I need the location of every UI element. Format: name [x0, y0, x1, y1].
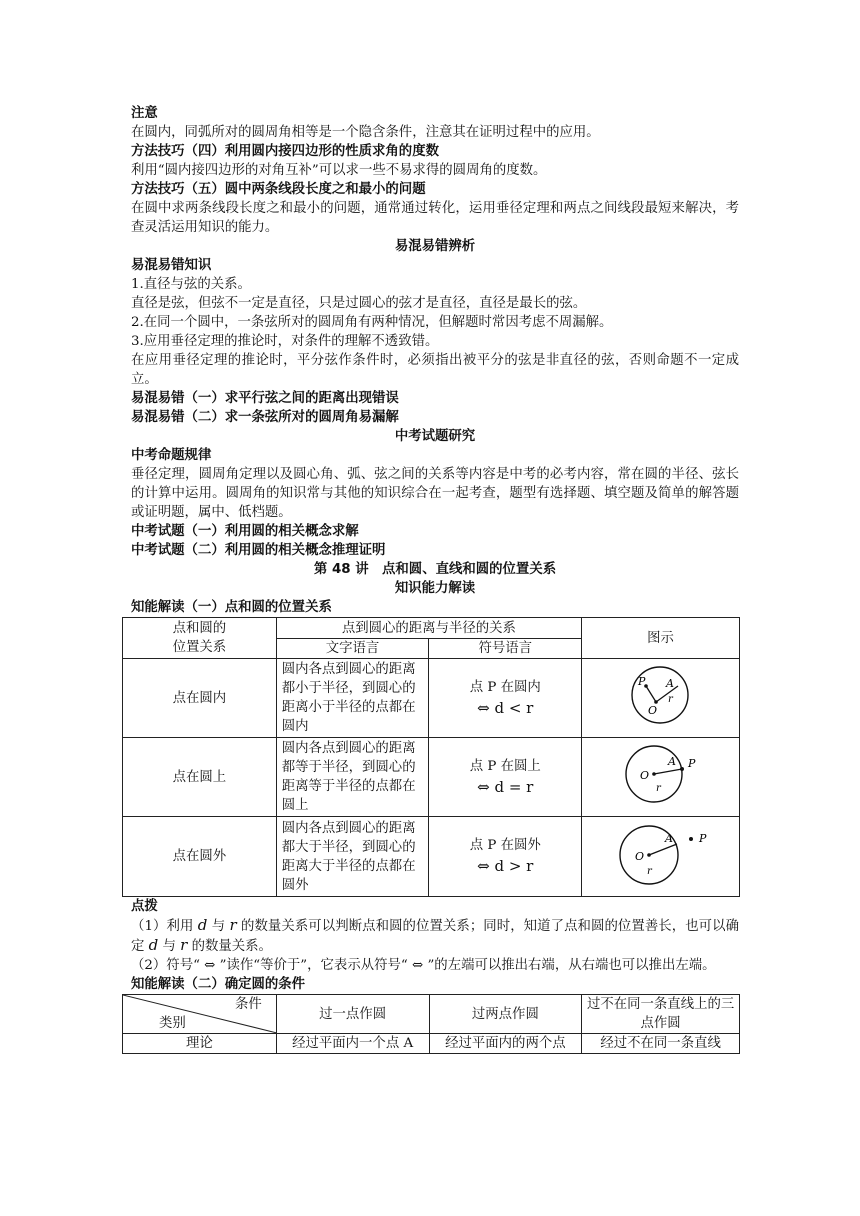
corner-cell: [123, 995, 277, 1034]
corner-top-label: 条件: [234, 997, 262, 1012]
header-two-points: 过两点作圆: [429, 995, 582, 1034]
row-symbol-line1: 点 P 在圆内: [469, 679, 541, 695]
svg-text:O: O: [639, 769, 649, 782]
knowledge-2-title: 知能解读（二）确定圆的条件: [131, 977, 306, 992]
row-figure: [582, 659, 740, 738]
document-page: [131, 104, 739, 1054]
ability-heading: 知识能力解读: [394, 581, 476, 596]
point-inside-circle-figure: [626, 662, 696, 728]
table-row: [123, 659, 740, 738]
cell-two-points: 经过平面内的两个点: [429, 1034, 582, 1054]
exam-rule-title: 中考命题规律: [131, 448, 212, 463]
exam-1-title: 中考试题（一）利用圆的相关概念求解: [131, 524, 359, 539]
method-4-title: 方法技巧（四）利用圆内接四边形的性质求角的度数: [131, 144, 439, 159]
tip-title: 点拨: [131, 899, 158, 914]
svg-text:P: P: [637, 675, 645, 688]
point-circle-table: [122, 617, 740, 897]
exam-2-title: 中考试题（二）利用圆的相关概念推理证明: [131, 543, 386, 558]
svg-text:A: A: [664, 831, 673, 845]
table-row: [123, 1034, 740, 1054]
method-4-text: 利用“圆内接四边形的对角互补”可以求一些不易求得的圆周角的度数。: [131, 163, 547, 178]
exam-rule-text: 垂径定理，圆周角定理以及圆心角、弧、弦之间的关系等内容是中考的必考内容，常在圆的半径、弦长的计算中运用。圆周角的知识常与其他的知识综合在一起考查，题型有选择题、填空题及简单的解答题或证明题，属中、低档题。: [131, 467, 739, 520]
method-5-text: 在圆中求两条线段长度之和最小的问题，通常通过转化，运用垂径定理和两点之间线段最短来解决，考查灵活运用知识的能力。: [131, 201, 739, 235]
point-outside-circle-figure: [613, 820, 709, 888]
svg-text:P: P: [687, 757, 695, 770]
confusion-heading: 易混易错辨析: [394, 239, 476, 254]
row-symbol-line1: 点 P 在圆外: [469, 838, 541, 853]
error-1-title: 易混易错（一）求平行弦之间的距离出现错误: [131, 391, 399, 406]
row-text: 圆内各点到圆心的距离都等于半径，到圆心的距离等于半径的点都在圆上: [276, 738, 429, 817]
row-label: 理论: [123, 1034, 277, 1054]
row-position: 点在圆上: [123, 738, 277, 817]
method-5-title: 方法技巧（五）圆中两条线段长度之和最小的问题: [131, 182, 426, 197]
cell-one-point: 经过平面内一个点 A: [276, 1034, 429, 1054]
confusion-item-3: 3.应用垂径定理的推论时，对条件的理解不透致错。: [131, 334, 439, 349]
row-symbol: [429, 659, 582, 738]
confusion-item-1-text: 直径是弦，但弦不一定是直径，只是过圆心的弦才是直径，直径是最长的弦。: [131, 296, 587, 311]
point-on-circle-figure: [616, 741, 706, 807]
row-text: 圆内各点到圆心的距离都小于半径，到圆心的距离小于半径的点都在圆内: [276, 659, 429, 738]
header-one-point: 过一点作圆: [276, 995, 429, 1034]
row-symbol-line2: ⇔ d < r: [477, 698, 534, 717]
row-position: 点在圆外: [123, 817, 277, 897]
lecture-title: 第 48 讲 点和圆、直线和圆的位置关系: [313, 562, 557, 577]
confusion-item-1: 1.直径与弦的关系。: [131, 277, 251, 292]
table-row: [123, 738, 740, 817]
row-figure: [582, 817, 740, 897]
tip-1: （1）利用 d 与 r 的数量关系可以判断点和圆的位置关系；同时，知道了点和圆的位置善长，也可以确定 d 与 r 的数量关系。: [131, 916, 739, 954]
row-symbol: [429, 738, 582, 817]
error-2-title: 易混易错（二）求一条弦所对的圆周角易漏解: [131, 410, 399, 425]
row-figure: [582, 738, 740, 817]
header-three-points: 过不在同一条直线上的三点作圆: [582, 995, 740, 1034]
svg-text:r: r: [655, 783, 661, 794]
header-relation: 点到圆心的距离与半径的关系: [276, 618, 581, 639]
header-figure: 图示: [582, 618, 740, 659]
tip-2: （2）符号“ ⇔ ”读作“等价于”，它表示从符号“ ⇔ ”的左端可以推出右端，从右端也可以推出左端。: [131, 958, 716, 973]
svg-text:A: A: [665, 677, 674, 690]
svg-text:r: r: [646, 865, 652, 877]
note-title: 注意: [131, 106, 158, 121]
confusion-item-2: 2.在同一个圆中，一条弦所对的圆周角有两种情况，但解题时常因考虑不周漏解。: [131, 315, 613, 330]
row-symbol: [429, 817, 582, 897]
header-position: 点和圆的 位置关系: [123, 618, 277, 659]
row-symbol-line2: ⇔ d = r: [477, 777, 534, 796]
row-symbol-line2: ⇔ d > r: [477, 857, 534, 875]
exam-heading: 中考试题研究: [394, 429, 476, 444]
row-text: 圆内各点到圆心的距离都大于半径，到圆心的距离大于半径的点都在圆外: [276, 817, 429, 897]
svg-text:r: r: [667, 694, 673, 705]
note-text: 在圆内，同弧所对的圆周角相等是一个隐含条件，注意其在证明过程中的应用。: [131, 125, 600, 140]
confusion-item-3-text: 在应用垂径定理的推论时，平分弦作条件时，必须指出被平分的弦是非直径的弦，否则命题不一定成立。: [131, 353, 739, 387]
row-position: 点在圆内: [123, 659, 277, 738]
knowledge-1-title: 知能解读（一）点和圆的位置关系: [131, 600, 332, 615]
circle-condition-table: [122, 994, 740, 1054]
cell-three-points: 经过不在同一条直线: [582, 1034, 740, 1054]
svg-text:O: O: [647, 704, 657, 717]
header-text-language: 文字语言: [276, 639, 429, 659]
confusion-title: 易混易错知识: [131, 258, 212, 273]
row-symbol-line1: 点 P 在圆上: [469, 758, 541, 774]
svg-text:O: O: [634, 849, 644, 863]
table-row: [123, 817, 740, 897]
header-symbol-language: 符号语言: [429, 639, 582, 659]
svg-text:P: P: [698, 831, 706, 845]
corner-bottom-label: 类别: [159, 1016, 186, 1031]
svg-text:A: A: [667, 755, 676, 768]
